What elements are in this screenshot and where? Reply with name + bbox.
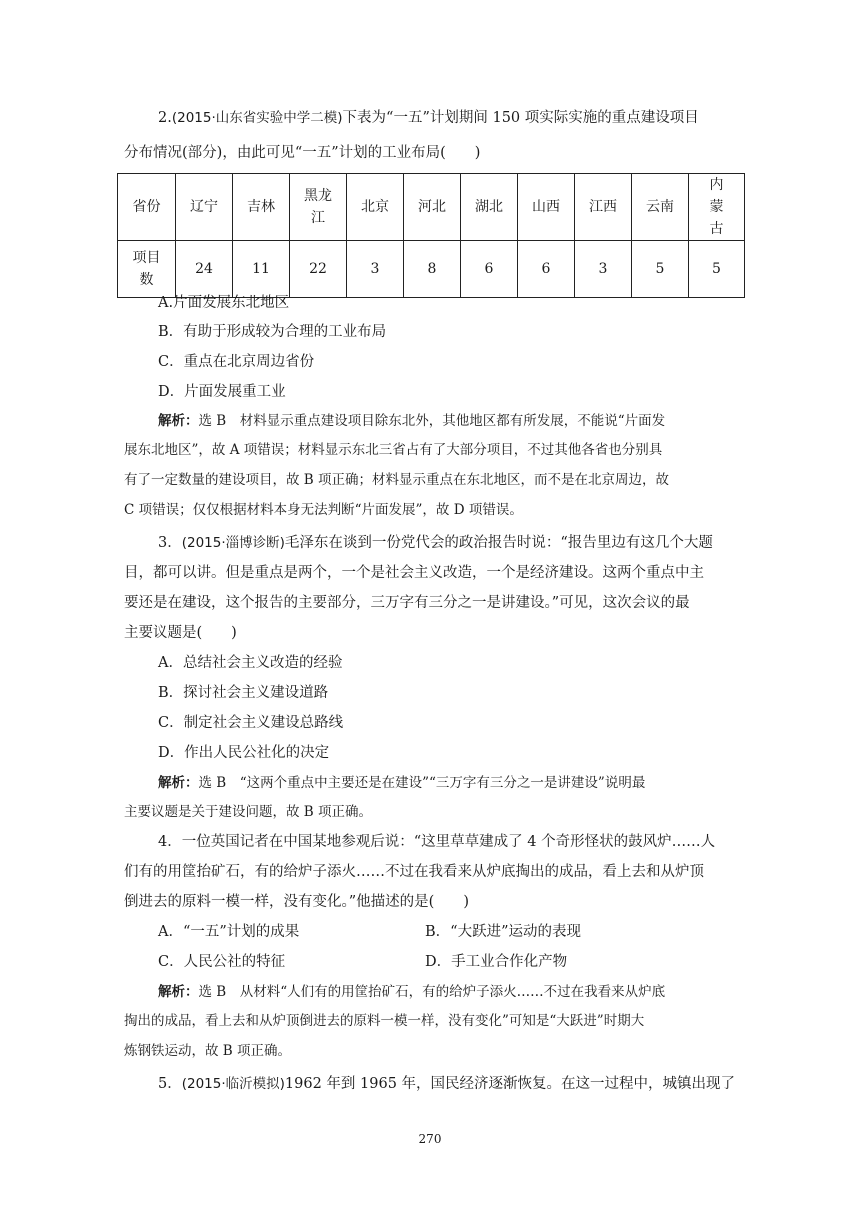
table-header-cell: 江西 xyxy=(575,174,632,241)
table-header-cell: 云南 xyxy=(632,174,689,241)
q4-option-d: D．手工业合作化产物 xyxy=(425,954,568,970)
table-header-cell: 内蒙古 xyxy=(689,174,745,241)
q4-stem-line1 xyxy=(158,832,778,852)
q3-stem-text: 毛泽东在谈到一份党代会的政治报告时说：“报告里边有这几个大题 xyxy=(284,535,713,551)
table-header-cell: 省份 xyxy=(118,174,176,241)
q3-option-a: A．总结社会主义改造的经验 xyxy=(158,655,343,671)
explanation-label: 解析： xyxy=(158,775,199,791)
table-header-cell: 北京 xyxy=(347,174,404,241)
explanation-label: 解析： xyxy=(158,413,199,429)
table-header-row xyxy=(118,174,745,241)
q3-stem-line2: 目，都可以讲。但是重点是两个，一个是社会主义改造，一个是经济建设。这两个重点中主 xyxy=(124,565,704,581)
q4-option-c: C．人民公社的特征 xyxy=(158,954,286,970)
q4-number: 4． xyxy=(158,834,182,850)
table-cell: 8 xyxy=(404,241,461,298)
table-cell: 6 xyxy=(461,241,518,298)
q3-stem-line4: 主要议题是( ) xyxy=(124,625,237,641)
q2-number: 2. xyxy=(158,110,172,126)
table-header-cell: 山西 xyxy=(518,174,575,241)
table-row xyxy=(118,241,745,298)
q4-option-b: B．“大跃进”运动的表现 xyxy=(425,924,581,940)
explanation-text: 选 B “这两个重点中主要还是在建设”“三万字有三分之一是讲建设”说明最 xyxy=(198,775,646,791)
q3-number: 3． xyxy=(158,535,182,551)
q4-stem-line3: 倒进去的原料一模一样，没有变化。”他描述的是( ) xyxy=(124,894,469,910)
q2-explanation-line3: 有了一定数量的建设项目，故 B 项正确；材料显示重点在东北地区，而不是在北京周边，故 xyxy=(124,472,670,488)
q2-explanation-line2: 展东北地区”，故 A 项错误；材料显示东北三省占有了大部分项目，不过其他各省也分别具 xyxy=(124,442,663,458)
table-header-cell: 河北 xyxy=(404,174,461,241)
q4-explanation-line3: 炼钢铁运动，故 B 项正确。 xyxy=(124,1043,292,1059)
table-header-cell: 吉林 xyxy=(233,174,290,241)
q2-option-a: A.片面发展东北地区 xyxy=(158,295,290,311)
q3-source: (2015·淄博诊断) xyxy=(181,535,285,551)
q2-option-c: C．重点在北京周边省份 xyxy=(158,354,315,370)
table-cell: 3 xyxy=(575,241,632,298)
explanation-text: 选 B 从材料“人们有的用筐抬矿石，有的给炉子添火……不过在我看来从炉底 xyxy=(198,984,666,1000)
q5-number: 5． xyxy=(158,1076,182,1092)
table-cell: 6 xyxy=(518,241,575,298)
table-cell: 22 xyxy=(290,241,347,298)
table-cell: 5 xyxy=(632,241,689,298)
table-cell: 5 xyxy=(689,241,745,298)
q2-explanation-line4: C 项错误；仅仅根据材料本身无法判断“片面发展”，故 D 项错误。 xyxy=(124,502,523,518)
page-number: 270 xyxy=(418,1132,442,1146)
table-header-cell: 湖北 xyxy=(461,174,518,241)
q4-explanation-line1 xyxy=(158,982,778,1002)
q3-stem-line1 xyxy=(158,533,778,553)
q2-stem-line1 xyxy=(158,108,778,128)
q2-stem-line2: 分布情况(部分)，由此可见“一五”计划的工业布局( ) xyxy=(124,145,481,161)
table-row-label: 项目数 xyxy=(118,241,176,298)
q3-explanation-line2: 主要议题是关于建设问题，故 B 项正确。 xyxy=(124,804,373,820)
q5-stem-text: 1962 年到 1965 年，国民经济逐渐恢复。在这一过程中，城镇出现了 xyxy=(284,1076,736,1092)
q3-option-d: D．作出人民公社化的决定 xyxy=(158,745,330,761)
q2-explanation-line1 xyxy=(158,411,778,431)
explanation-label: 解析： xyxy=(158,984,199,1000)
explanation-text: 选 B 材料显示重点建设项目除东北外，其他地区都有所发展，不能说“片面发 xyxy=(198,413,666,429)
q3-stem-line3: 要还是在建设，这个报告的主要部分，三万字有三分之一是讲建设。”可见，这次会议的最 xyxy=(124,595,690,611)
q5-source: (2015·临沂模拟) xyxy=(181,1076,285,1092)
q3-option-b: B．探讨社会主义建设道路 xyxy=(158,685,329,701)
q4-option-a: A．“一五”计划的成果 xyxy=(158,924,300,940)
table-cell: 3 xyxy=(347,241,404,298)
q2-source: (2015·山东省实验中学二模) xyxy=(171,110,343,126)
table-cell: 24 xyxy=(176,241,233,298)
q5-stem-line1 xyxy=(158,1074,778,1094)
q2-table xyxy=(117,173,745,298)
q2-stem-text: 下表为“一五”计划期间 150 项实际实施的重点建设项目 xyxy=(342,110,699,126)
q2-option-b: B．有助于形成较为合理的工业布局 xyxy=(158,324,387,340)
q4-stem-text: 一位英国记者在中国某地参观后说：“这里草草建成了 4 个奇形怪状的鼓风炉……人 xyxy=(181,834,716,850)
table-header-cell: 辽宁 xyxy=(176,174,233,241)
q4-explanation-line2: 掏出的成品，看上去和从炉顶倒进去的原料一模一样，没有变化”可知是“大跃进”时期大 xyxy=(124,1013,645,1029)
q4-stem-line2: 们有的用筐抬矿石，有的给炉子添火……不过在我看来从炉底掏出的成品，看上去和从炉顶 xyxy=(124,864,704,880)
q3-option-c: C．制定社会主义建设总路线 xyxy=(158,715,344,731)
table-header-cell: 黑龙江 xyxy=(290,174,347,241)
table-cell: 11 xyxy=(233,241,290,298)
q3-explanation-line1 xyxy=(158,773,778,793)
q2-option-d: D．片面发展重工业 xyxy=(158,384,286,400)
